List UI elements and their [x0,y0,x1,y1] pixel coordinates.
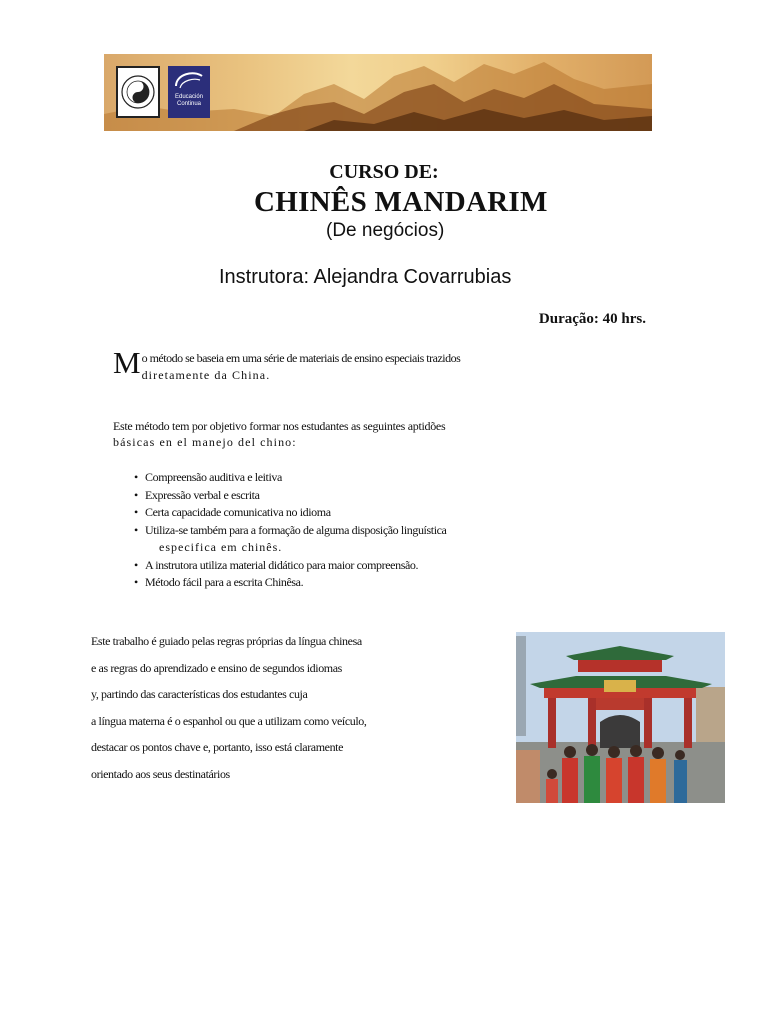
objective-line-2: básicas en el manejo del chino: [113,435,297,449]
list-item-text: Utiliza-se também para a formação de alguma disposição linguística [145,522,447,537]
skills-list [134,469,556,592]
objective-paragraph [113,418,553,450]
objective-line-1: Este método tem por objetivo formar nos estudantes as seguintes aptidões [113,419,446,433]
instructor-line: Instrutora: Alejandra Covarrubias [219,266,512,288]
closing-line: orientado aos seus destinatários [91,766,230,781]
list-item: • Expressão verbal e escrita [134,487,556,505]
header-banner [104,54,652,131]
list-item: • A instrutora utiliza material didático para maior compreensão. [134,557,556,575]
logo-caption: Educación Continua [174,94,204,107]
list-item [134,522,556,557]
closing-line: e as regras do aprendizado e ensino de segundos idiomas [91,660,342,675]
duration: Duração: 40 hrs. [538,311,646,327]
drop-cap: M [113,345,141,380]
intro-line-1: o método se baseia em uma série de materiais de ensino especiais trazidos [141,351,461,365]
closing-paragraph [91,628,422,787]
course-label: CURSO DE: [329,161,439,183]
closing-line: a língua materna é o espanhol ou que a utilizam como veículo, [91,713,367,728]
university-seal-logo [116,66,160,118]
closing-line: Este trabalho é guiado pelas regras próprias da língua chinesa [91,634,362,648]
educacion-continua-logo [168,66,210,118]
list-item: • Método fácil para a escrita Chinêsa. [134,574,556,592]
closing-line: y, partindo das características dos estudantes cuja [91,687,308,701]
intro-line-2: diretamente da China. [141,368,271,382]
course-subtitle: (De negócios) [326,220,445,241]
list-item: • Compreensão auditiva e leitiva [134,469,556,487]
intro-paragraph [113,345,553,384]
closing-line: destacar os pontos chave e, portanto, isso está claramente [91,740,344,754]
list-item-continuation: especifica em chinês. [159,540,283,554]
course-title: CHINÊS MANDARIM [254,186,548,218]
list-item: • Certa capacidade comunicativa no idioma [134,504,556,522]
chinese-gate-photo [516,632,725,803]
